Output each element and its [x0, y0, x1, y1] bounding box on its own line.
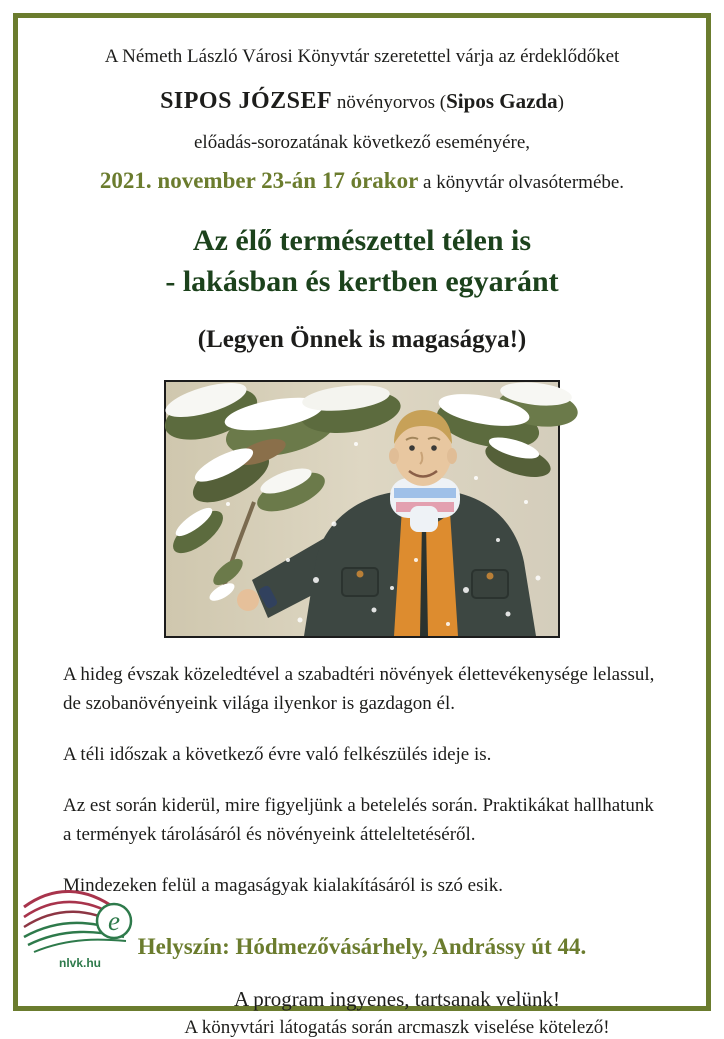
event-title-line1: Az élő természettel télen is — [192, 224, 532, 257]
event-datetime: 2021. november 23-án 17 órakor — [99, 168, 419, 193]
location-line: Helyszín: Hódmezővásárhely, Andrássy út 44. — [137, 934, 587, 959]
mask-notice-line: A könyvtári látogatás során arcmaszk viselése kötelező! — [184, 1017, 610, 1038]
nlvk-swoosh-logo-icon — [20, 877, 140, 955]
library-logo — [20, 877, 140, 977]
event-title — [18, 220, 706, 302]
free-program-line: A program ingyenes, tartsanak velünk! — [234, 987, 560, 1011]
speaker-name: SIPOS JÓZSEF — [160, 88, 333, 114]
speaker-paren-close: ) — [557, 92, 564, 113]
body-paragraph-2: A téli időszak a következő évre való felkészülés ideje is. — [63, 744, 492, 765]
logo-e-glyph: e — [108, 906, 120, 936]
event-subtitle: (Legyen Önnek is magaságya!) — [197, 326, 527, 353]
intro-line: A Németh László Városi Könyvtár szeretettel várja az érdeklődőket — [104, 46, 620, 67]
series-line: előadás-sorozatának következő eseményére, — [193, 132, 531, 153]
body-paragraph-4: Mindezeken felül a magaságyak kialakításáról is szó esik. — [63, 875, 504, 896]
body-paragraph-3: Az est során kiderül, mire figyeljünk a betelelés során. Praktikákat hallhatunk a termények tárolásáról és növényeink átteleltetéséről. — [63, 795, 654, 845]
body-paragraph-1: A hideg évszak közeledtével a szabadtéri növények élettevékenysége lelassul, de szobanövényeink világa ilyenkor is gazdagon él. — [63, 664, 655, 714]
date-line — [18, 168, 706, 194]
winter-photo-illustration — [166, 382, 558, 636]
flyer-content — [18, 18, 706, 1038]
event-photo — [164, 380, 560, 638]
speaker-line — [18, 88, 706, 115]
event-place: a könyvtár olvasótermébe. — [418, 172, 625, 193]
speaker-alias: Sipos Gazda — [446, 89, 558, 113]
logo-url-text: nlvk.hu — [58, 956, 101, 970]
event-title-line2: - lakásban és kertben egyaránt — [165, 265, 559, 298]
speaker-role: növényorvos ( — [332, 92, 447, 113]
